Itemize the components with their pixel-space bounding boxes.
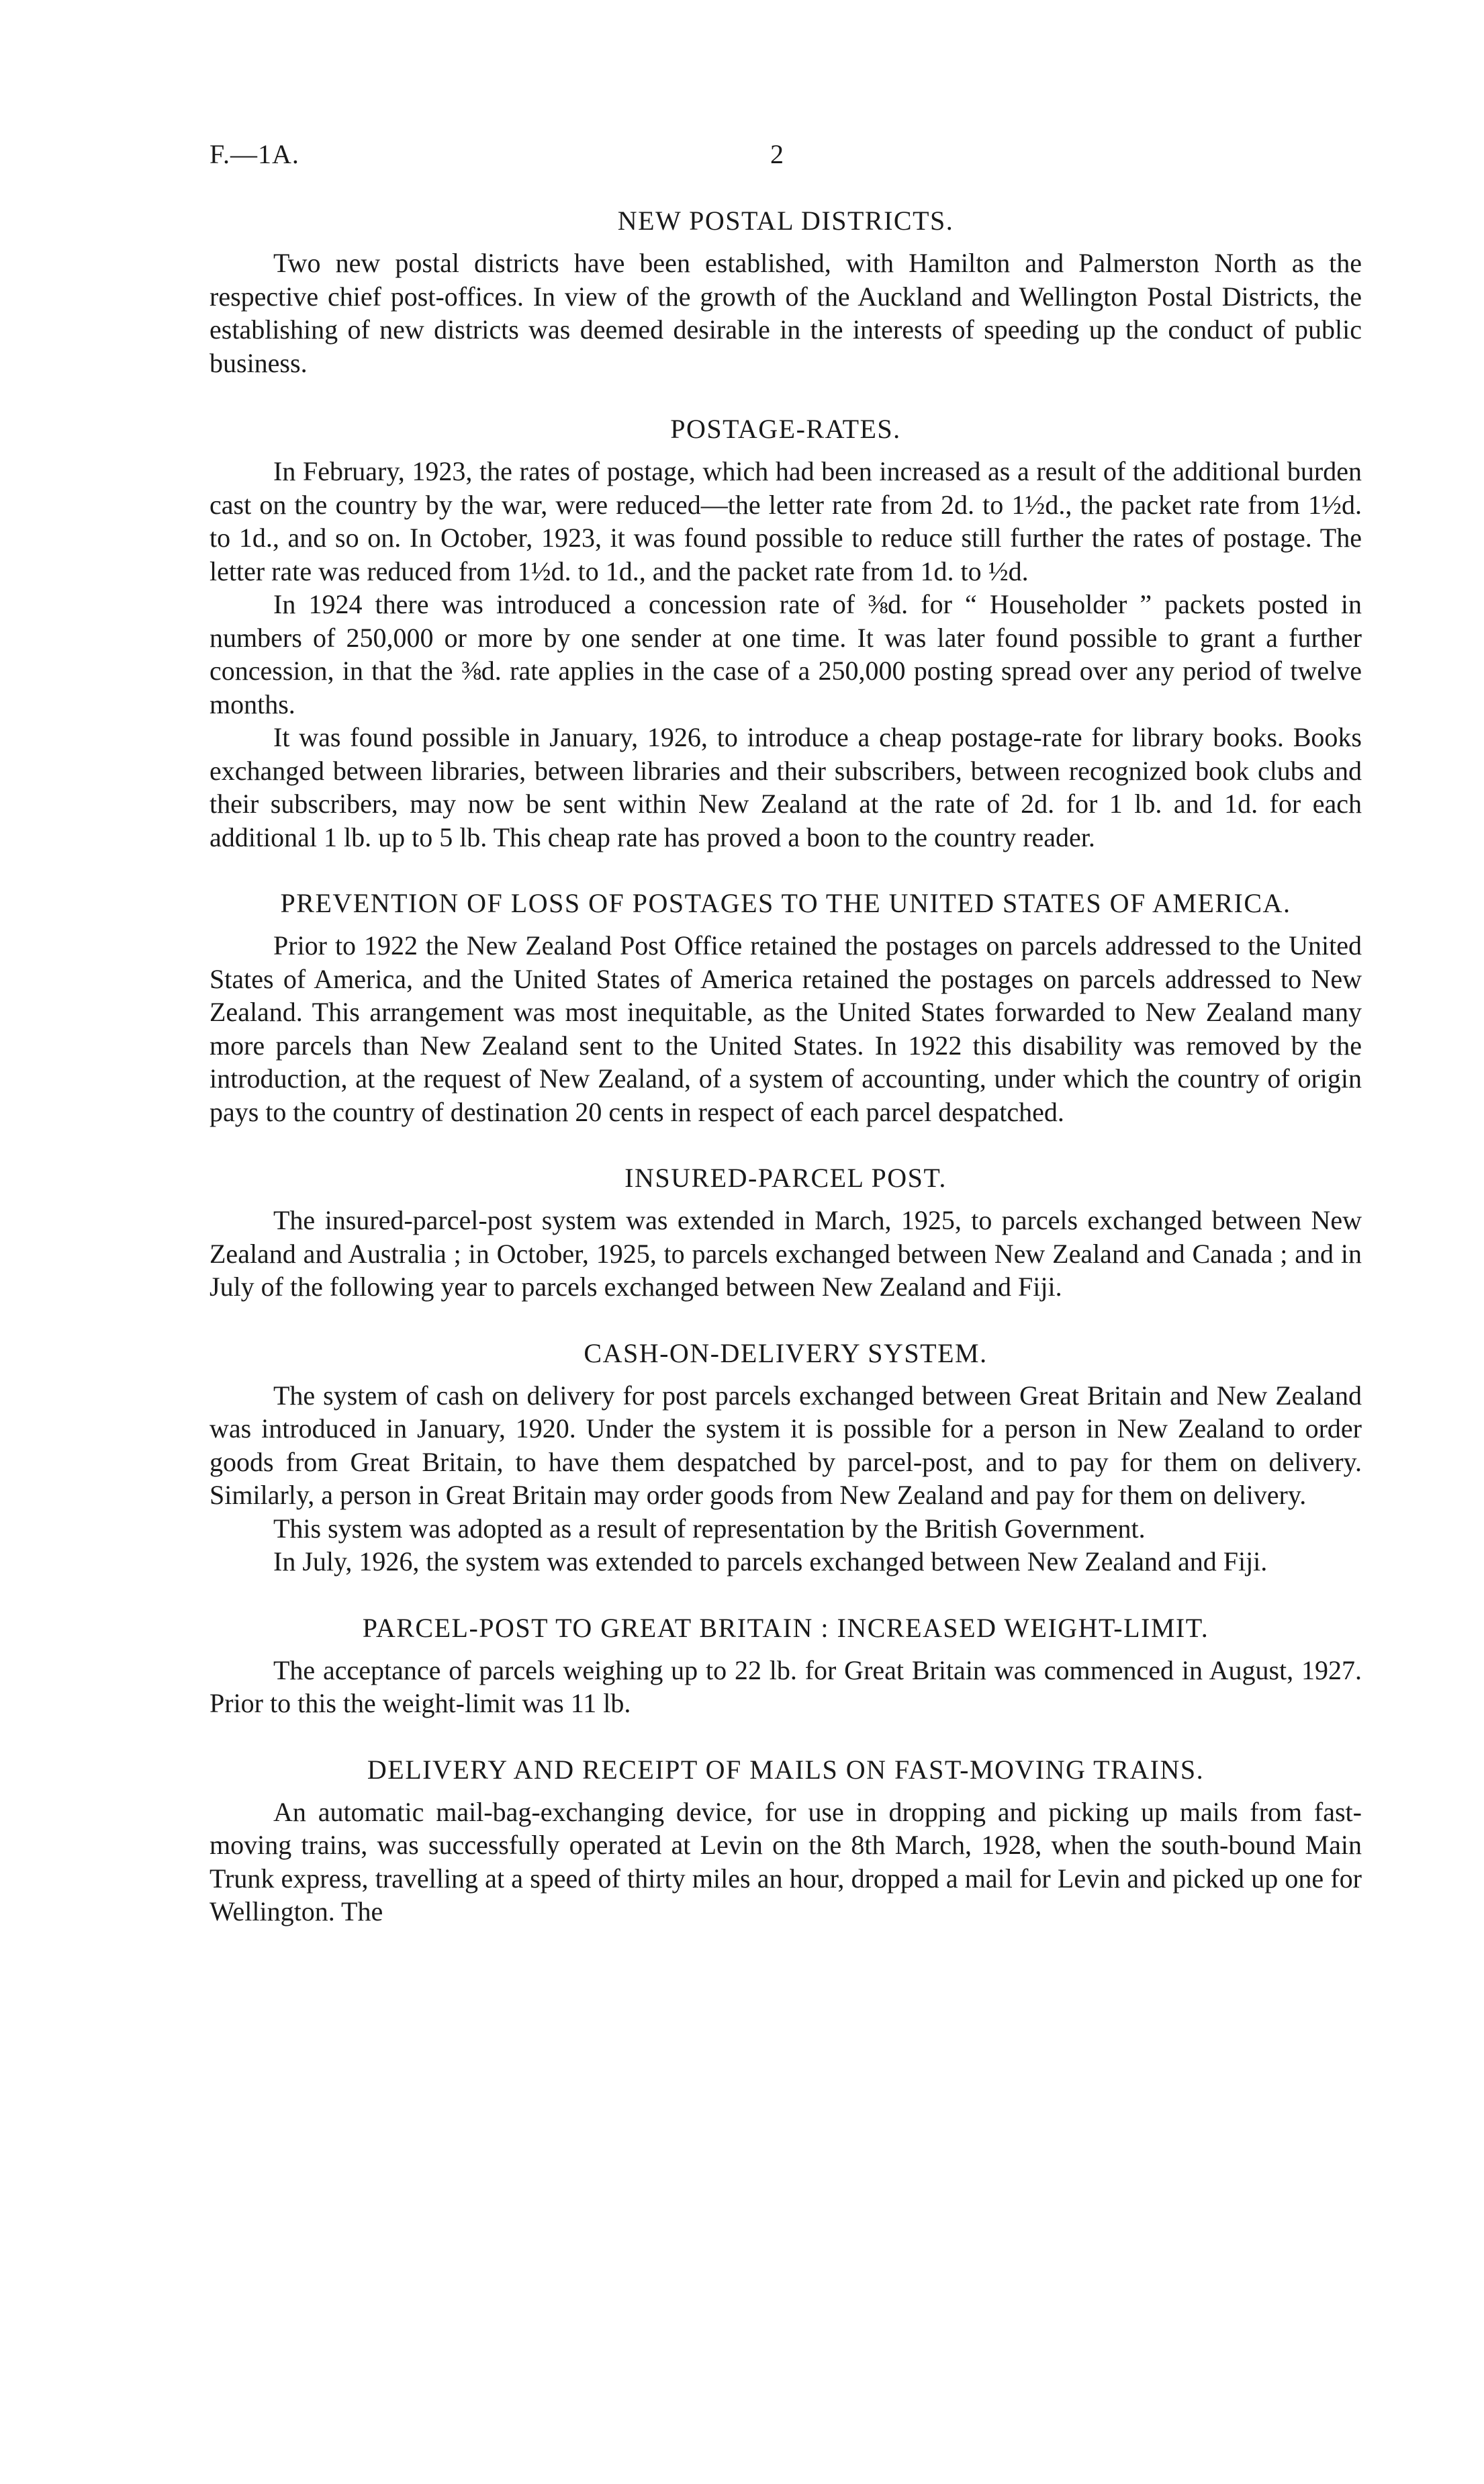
section-heading: CASH-ON-DELIVERY SYSTEM. bbox=[584, 1337, 988, 1368]
section-parcel-post-great-britain bbox=[210, 1612, 1362, 1720]
paragraph: The system of cash on delivery for post parcels exchanged between Great Britain and New Zealand was introduced in January, 1920. Under the system it is possible for a person in New Zealand to order goods from Great Britain, to have them despatched by parcel-post, and to pay for them on delivery. Similarly, a person in Great Britain may order goods from New Zealand and pay for them on delivery. bbox=[210, 1380, 1362, 1510]
section-heading: PREVENTION OF LOSS OF POSTAGES TO THE UNITED STATES OF AMERICA. bbox=[280, 888, 1291, 918]
document-reference: F.—1A. bbox=[210, 139, 299, 169]
paragraph: Two new postal districts have been established, with Hamilton and Palmerston North as the respective chief post-offices. In view of the growth of the Auckland and Wellington Postal Districts, the establishing of new districts was deemed desirable in the interests of speeding up the conduct of public business. bbox=[210, 248, 1362, 378]
paragraph: In July, 1926, the system was extended to parcels exchanged between New Zealand and Fiji. bbox=[273, 1546, 1268, 1577]
paragraph: In 1924 there was introduced a concession rate of ⅜d. for “ Householder ” packets posted in numbers of 250,000 or more by one sender at one time. It was later found possible to grant a further concession, in that the ⅜d. rate applies in the case of a 250,000 posting spread over any period of twelve months. bbox=[210, 589, 1362, 719]
paragraph: The acceptance of parcels weighing up to 22 lb. for Great Britain was commenced in August, 1927. Prior to this the weight-limit was 11 lb. bbox=[210, 1654, 1362, 1718]
paragraph: In February, 1923, the rates of postage, which had been increased as a result of the additional burden cast on the country by the war, were reduced—the letter rate from 2d. to 1½d., the packet rate from 1½d. to 1d., and so on. In October, 1923, it was found possible to reduce still further the rates of postage. The letter rate was reduced from 1½d. to 1d., and the packet rate from 1d. to ½d. bbox=[210, 456, 1362, 586]
paragraph: It was found possible in January, 1926, to introduce a cheap postage-rate for library books. Books exchanged between libraries, between libraries and their subscribers, between recognized book clubs and their subscribers, may now be sent within New Zealand at the rate of 2d. for 1 lb. and 1d. for each additional 1 lb. up to 5 lb. This cheap rate has proved a boon to the country reader. bbox=[210, 722, 1362, 852]
section-prevention-of-loss bbox=[210, 887, 1362, 1128]
section-fast-moving-trains bbox=[210, 1754, 1362, 1928]
section-heading: DELIVERY AND RECEIPT OF MAILS ON FAST-MOVING TRAINS. bbox=[367, 1754, 1205, 1785]
section-cash-on-delivery bbox=[210, 1337, 1362, 1579]
paragraph: The insured-parcel-post system was extended in March, 1925, to parcels exchanged between New Zealand and Australia ; in October, 1925, to parcels exchanged between New Zealand and Canada ; and in July of the following year to parcels exchanged between New Zealand and Fiji. bbox=[210, 1205, 1362, 1302]
section-heading: INSURED-PARCEL POST. bbox=[624, 1163, 947, 1193]
paragraph: Prior to 1922 the New Zealand Post Office retained the postages on parcels addressed to the United States of America, and the United States of America retained the postages on parcels addressed to New Zealand. This arrangement was most inequitable, as the United States forwarded to New Zealand many more parcels than New Zealand sent to the United States. In 1922 this disability was removed by the introduction, at the request of New Zealand, of a system of accounting, under which the country of origin pays to the country of destination 20 cents in respect of each parcel despatched. bbox=[210, 930, 1362, 1127]
paragraph: An automatic mail-bag-exchanging device, for use in dropping and picking up mails from fast-moving trains, was successfully operated at Levin on the 8th March, 1928, when the south-bound Main Trunk express, travelling at a speed of thirty miles an hour, dropped a mail for Levin and picked up one for Wellington. The bbox=[210, 1796, 1362, 1926]
running-header bbox=[210, 138, 1362, 179]
section-insured-parcel-post bbox=[210, 1162, 1362, 1304]
section-heading: POSTAGE-RATES. bbox=[670, 414, 901, 444]
page-number: 2 bbox=[770, 139, 784, 169]
section-new-postal-districts bbox=[210, 205, 1362, 380]
section-heading: NEW POSTAL DISTRICTS. bbox=[617, 206, 954, 236]
paragraph: This system was adopted as a result of representation by the British Government. bbox=[273, 1513, 1146, 1544]
section-heading: PARCEL-POST TO GREAT BRITAIN : INCREASED WEIGHT-LIMIT. bbox=[362, 1612, 1209, 1643]
page-body bbox=[210, 205, 1362, 1928]
section-postage-rates bbox=[210, 413, 1362, 854]
